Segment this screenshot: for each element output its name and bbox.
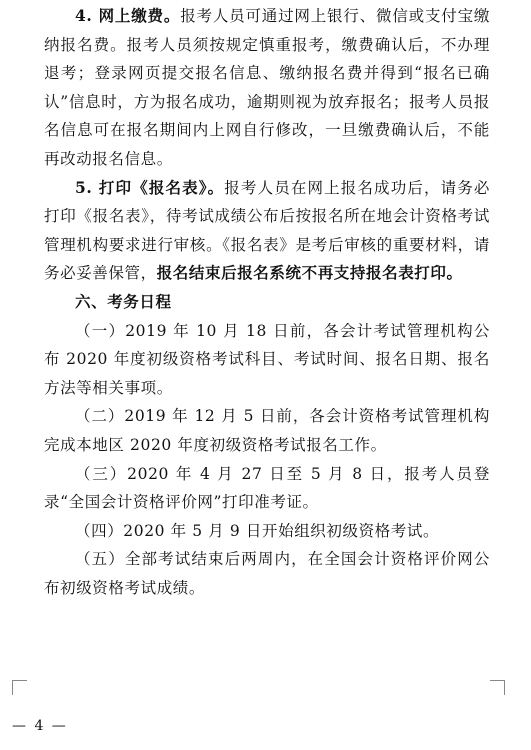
schedule-item: （三）2020 年 4 月 27 日至 5 月 8 日，报考人员登录“全国会计资格评价网”打印准考证。 bbox=[44, 464, 490, 512]
schedule-item: （二）2019 年 12 月 5 日前，各会计资格考试管理机构完成本地区 2020 年度初级资格考试报名工作。 bbox=[44, 407, 490, 454]
paragraph-lead: 5. 打印《报名表》。 bbox=[75, 177, 225, 197]
paragraph-lead: 4. 网上缴费。 bbox=[75, 6, 181, 25]
paragraph-online-payment bbox=[44, 2, 490, 174]
document-body bbox=[44, 2, 490, 602]
crop-mark-right bbox=[490, 680, 505, 695]
schedule-item: （四）2020 年 5 月 9 日开始组织初级资格考试。 bbox=[75, 521, 440, 540]
crop-mark-left bbox=[12, 680, 27, 695]
schedule-item: （五）全部考试结束后两周内，在全国会计资格评价网公布初级资格考试成绩。 bbox=[44, 550, 490, 597]
paragraph-text: 报考人员在网上报名成功后，请务必打印《报名表》，待考试成绩公布后按报名所在地会计资格考试管理机构要求进行审核。《报名表》是考后审核的重要材料，请务必妥善保管， bbox=[44, 178, 490, 283]
section-heading: 六、考务日程 bbox=[75, 292, 172, 311]
paragraph-print-form bbox=[44, 174, 490, 288]
paragraph-text: 报考人员可通过网上银行、微信或支付宝缴纳报名费。报考人员须按规定慎重报考，缴费确认后，不办理退考；登录网页提交报名信息、缴纳报名费并得到“报名已确认”信息时，方为报名成功，逾期则视为放弃报名；报考人员报名信息可在报名期间内上网自行修改，一旦缴费确认后，不能再改动报名信息。 bbox=[44, 7, 490, 168]
page-number: — 4 — bbox=[12, 718, 68, 734]
paragraph-emphasis: 报名结束后报名系统不再支持报名表打印。 bbox=[156, 263, 463, 283]
schedule-item: （一）2019 年 10 月 18 日前，各会计考试管理机构公布 2020 年度初级资格考试科目、考试时间、报名日期、报名方法等相关事项。 bbox=[44, 321, 490, 397]
